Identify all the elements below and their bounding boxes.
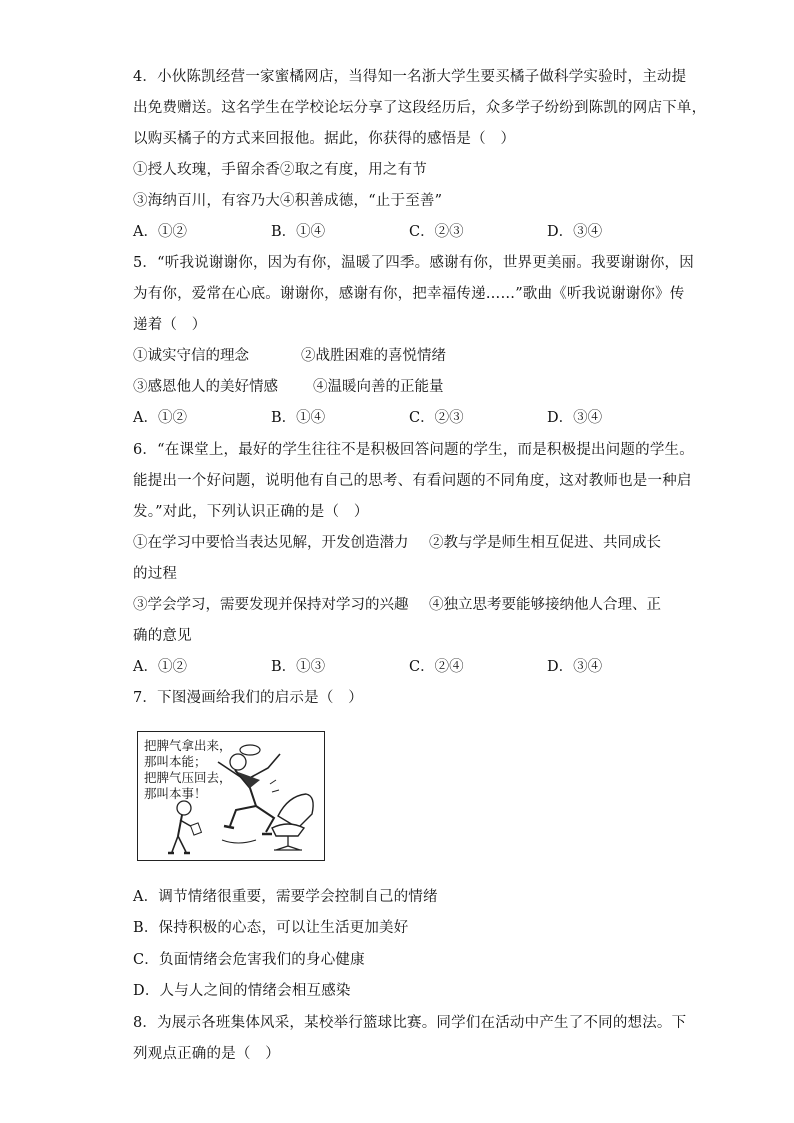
q4-item-line-1: ①授人玫瑰，手留余香②取之有度，用之有节: [133, 162, 427, 178]
q5-stem-line-2: 为有你，爱常在心底。谢谢你，感谢有你，把幸福传递……”歌曲《听我说谢谢你》传: [133, 286, 685, 302]
q4-stem-line-1: 4．小伙陈凯经营一家蜜橘网店，当得知一名浙大学生要买橘子做科学实验时，主动提: [133, 69, 687, 85]
q4-item-line-2: ③海纳百川，有容乃大④积善成德，“止于至善”: [133, 193, 443, 209]
q6-choice-a[interactable]: A．①②: [133, 659, 187, 675]
q5-choice-a[interactable]: A．①②: [133, 410, 187, 426]
motion-line: [222, 840, 256, 843]
q5-stem-line-1: 5．“听我说谢谢你，因为有你，温暖了四季。感谢有你，世界更美丽。我要谢谢你，因: [133, 255, 694, 271]
q6-stem-line-1: 6．“在课堂上，最好的学生往往不是积极回答问题的学生，而是积极提出问题的学生。: [133, 442, 694, 458]
q6-item-4: ④独立思考要能够接纳他人合理、正: [429, 597, 661, 613]
caption-line-1: 把脾气拿出来，: [144, 738, 232, 753]
q6-item-4-continued: 确的意见: [133, 628, 192, 644]
man-left-shoe: [224, 826, 234, 828]
q8-stem-line-1: 8．为展示各班集体风采，某校举行篮球比赛。同学们在活动中产生了不同的想法。下: [133, 1015, 687, 1031]
q4-choice-c[interactable]: C．②③: [409, 224, 464, 240]
q6-choices: [133, 657, 673, 677]
cartoon-caption: [144, 738, 254, 802]
man-left-leg: [230, 806, 256, 826]
q6-stem-line-3: 发。”对此，下列认识正确的是（ ）: [133, 504, 369, 520]
q5-choice-c[interactable]: C．②③: [409, 410, 464, 426]
q6-choice-d[interactable]: D．③④: [547, 659, 603, 675]
boy-body: [178, 815, 182, 836]
q4-stem-line-2: 出免费赠送。这名学生在学校论坛分享了这段经历后，众多学子纷纷到陈凯的网店下单，: [133, 100, 707, 116]
q5-item-row-1: [133, 346, 673, 366]
q5-choice-b[interactable]: B．①④: [271, 410, 326, 426]
q7-choice-a[interactable]: A．调节情绪很重要，需要学会控制自己的情绪: [133, 889, 438, 905]
q8-stem-line-2: 列观点正确的是（ ）: [133, 1046, 280, 1062]
q5-item-row-2: [133, 377, 673, 397]
q7-choice-b[interactable]: B．保持积极的心态，可以让生活更加美好: [133, 920, 409, 936]
chair-back: [278, 794, 313, 828]
q5-item-4: ④温暖向善的正能量: [313, 379, 444, 395]
caption-line-2: 那叫本能；: [144, 754, 207, 769]
caption-line-3: 把脾气压回去，: [144, 770, 232, 785]
chair-seat: [272, 824, 304, 836]
q4-choices: [133, 222, 673, 242]
q6-stem-line-2: 能提出一个好问题，说明他有自己的思考、有看问题的不同角度，这对教师也是一种启: [133, 473, 692, 489]
caption-line-4: 那叫本事！: [144, 786, 207, 801]
q6-item-1: ①在学习中要恰当表达见解，开发创造潜力: [133, 535, 409, 551]
q6-item-row-1: [133, 533, 673, 553]
chair-base: [274, 836, 302, 850]
q5-item-2: ②战胜困难的喜悦情绪: [301, 348, 446, 364]
boy-paper: [191, 823, 202, 835]
q6-choice-c[interactable]: C．②④: [409, 659, 464, 675]
boy-legs: [172, 836, 186, 852]
q5-stem-line-3: 递着（ ）: [133, 317, 207, 333]
motion-marks: [270, 780, 279, 792]
q4-choice-a[interactable]: A．①②: [133, 224, 187, 240]
q7-stem: 7．下图漫画给我们的启示是（ ）: [133, 690, 363, 706]
q5-item-3: ③感恩他人的美好情感: [133, 379, 278, 395]
q6-item-2-continued: 的过程: [133, 566, 178, 582]
q4-choice-b[interactable]: B．①④: [271, 224, 326, 240]
q5-choices: [133, 408, 673, 428]
q6-item-3: ③学会学习，需要发现并保持对学习的兴趣: [133, 597, 409, 613]
q7-cartoon: [137, 731, 325, 861]
q7-choice-c[interactable]: C．负面情绪会危害我们的身心健康: [133, 952, 365, 968]
q6-choice-b[interactable]: B．①③: [271, 659, 326, 675]
q4-choice-d[interactable]: D．③④: [547, 224, 603, 240]
boy-head: [177, 801, 191, 815]
q4-stem-line-3: 以购买橘子的方式来回报他。据此，你获得的感悟是（ ）: [133, 131, 516, 147]
q5-item-1: ①诚实守信的理念: [133, 348, 249, 364]
q7-choice-d[interactable]: D．人与人之间的情绪会相互感染: [133, 983, 351, 999]
q6-item-row-2: [133, 595, 673, 615]
q6-item-2: ②教与学是师生相互促进、共同成长: [429, 535, 661, 551]
q5-choice-d[interactable]: D．③④: [547, 410, 603, 426]
